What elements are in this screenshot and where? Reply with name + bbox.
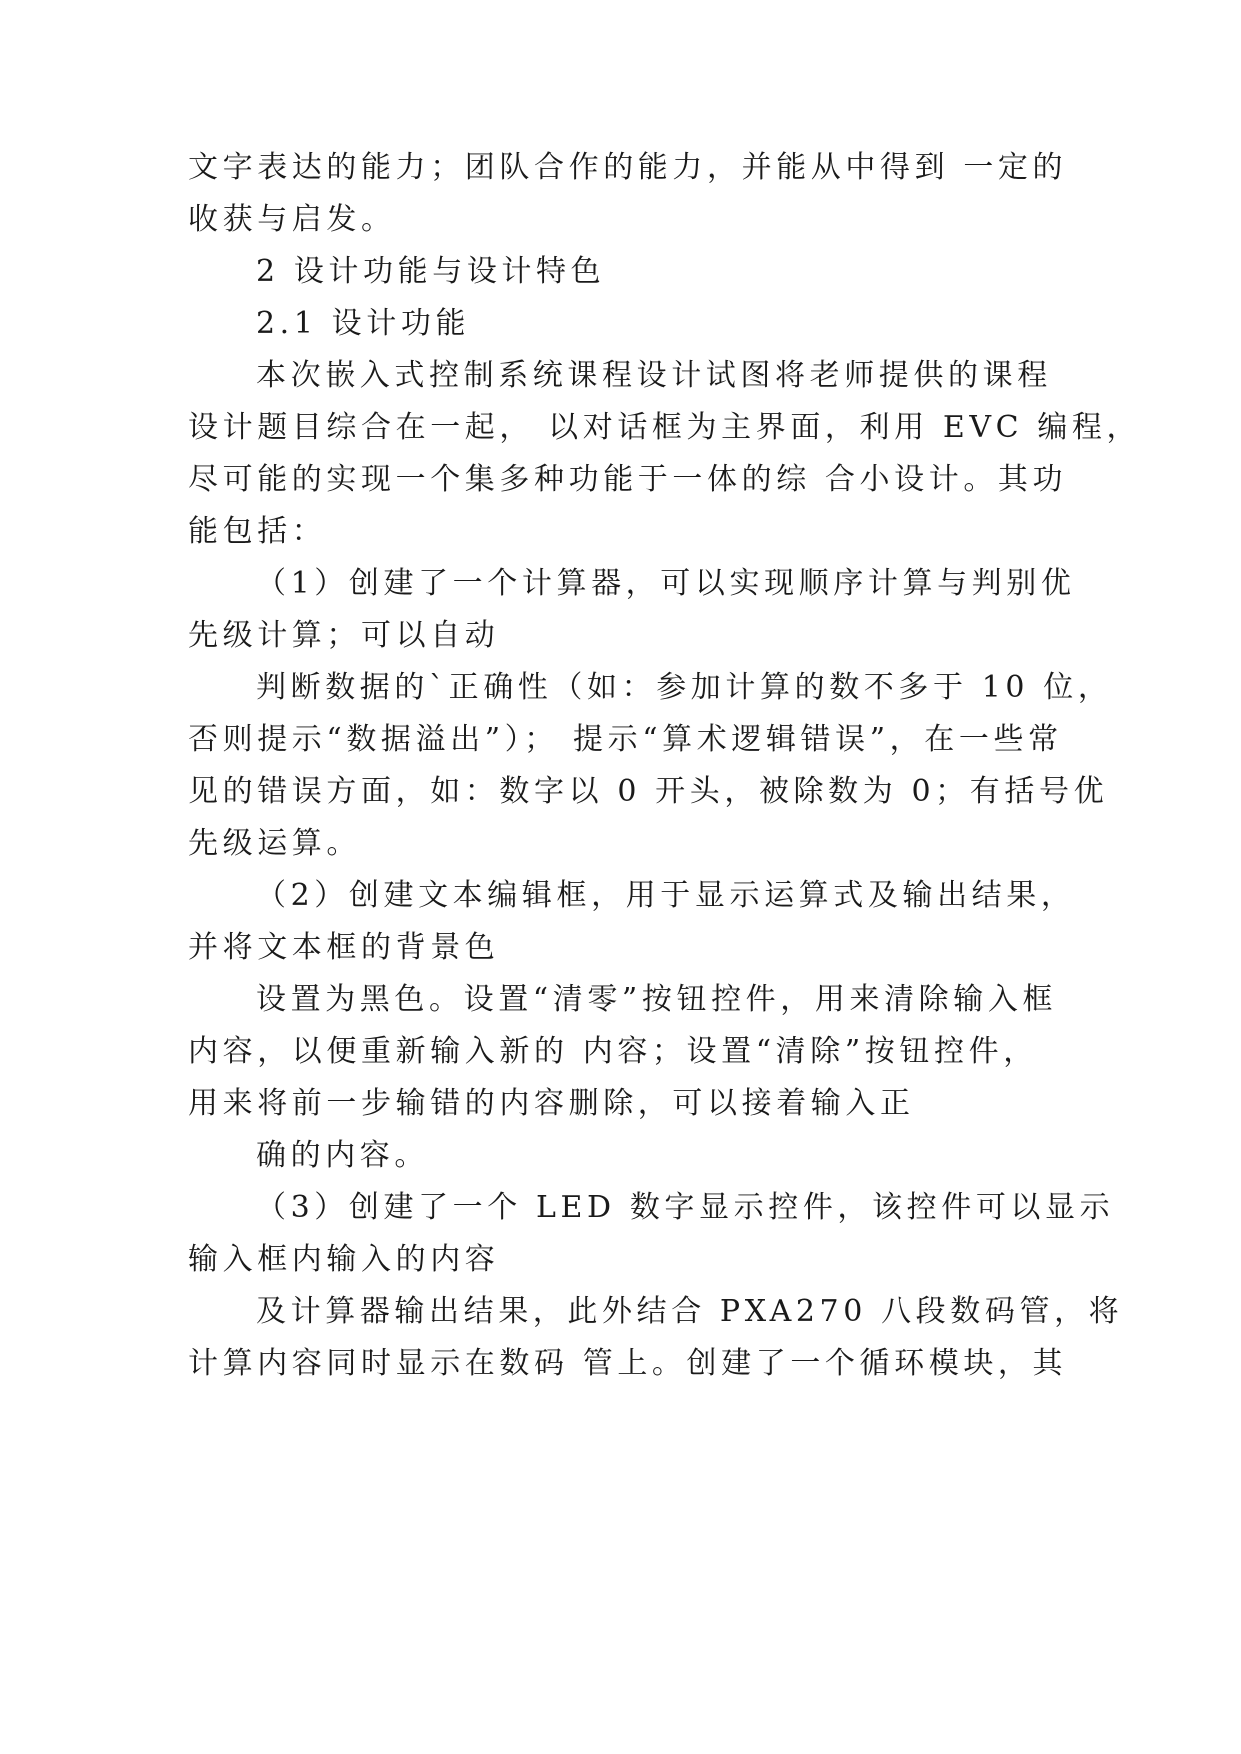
text-line: 并将文本框的背景色 — [188, 930, 500, 965]
text-line: 设置为黑色。设置“清零”按钮控件，用来清除输入框 — [256, 982, 1058, 1017]
text-line: 文字表达的能力；团队合作的能力，并能从中得到 一定的 — [188, 150, 1068, 185]
subsection-heading: 2.1 设计功能 — [256, 306, 471, 341]
text-line: 先级运算。 — [188, 826, 361, 861]
text-line: 本次嵌入式控制系统课程设计试图将老师提供的课程 — [256, 358, 1052, 393]
text-line: （2）创建文本编辑框，用于显示运算式及输出结果， — [256, 878, 1076, 913]
text-line: 判断数据的`正确性（如：参加计算的数不多于 10 位， — [256, 670, 1113, 705]
text-line: 否则提示“数据溢出”）； 提示“算术逻辑错误”，在一些常 — [188, 722, 1063, 757]
text-line: 及计算器输出结果，此外结合 PXA270 八段数码管，将 — [256, 1294, 1124, 1329]
text-line: （3）创建了一个 LED 数字显示控件，该控件可以显示 — [256, 1190, 1115, 1225]
section-heading: 2 设计功能与设计特色 — [256, 254, 606, 289]
text-line: 收获与启发。 — [188, 202, 396, 237]
text-line: （1）创建了一个计算器，可以实现顺序计算与判别优 — [256, 566, 1076, 601]
text-line: 输入框内输入的内容 — [188, 1242, 500, 1277]
text-line: 能包括： — [188, 514, 327, 549]
text-line: 计算内容同时显示在数码 管上。创建了一个循环模块，其 — [188, 1346, 1068, 1381]
text-line: 先级计算；可以自动 — [188, 618, 500, 653]
text-line: 内容，以便重新输入新的 内容；设置“清除”按钮控件， — [188, 1034, 1038, 1069]
text-line: 见的错误方面，如：数字以 0 开头，被除数为 0；有括号优 — [188, 774, 1109, 809]
text-line: 确的内容。 — [256, 1138, 429, 1173]
text-line: 用来将前一步输错的内容删除，可以接着输入正 — [188, 1086, 915, 1121]
text-line: 尽可能的实现一个集多种功能于一体的综 合小设计。其功 — [188, 462, 1068, 497]
text-line: 设计题目综合在一起， 以对话框为主界面，利用 EVC 编程， — [188, 410, 1142, 445]
